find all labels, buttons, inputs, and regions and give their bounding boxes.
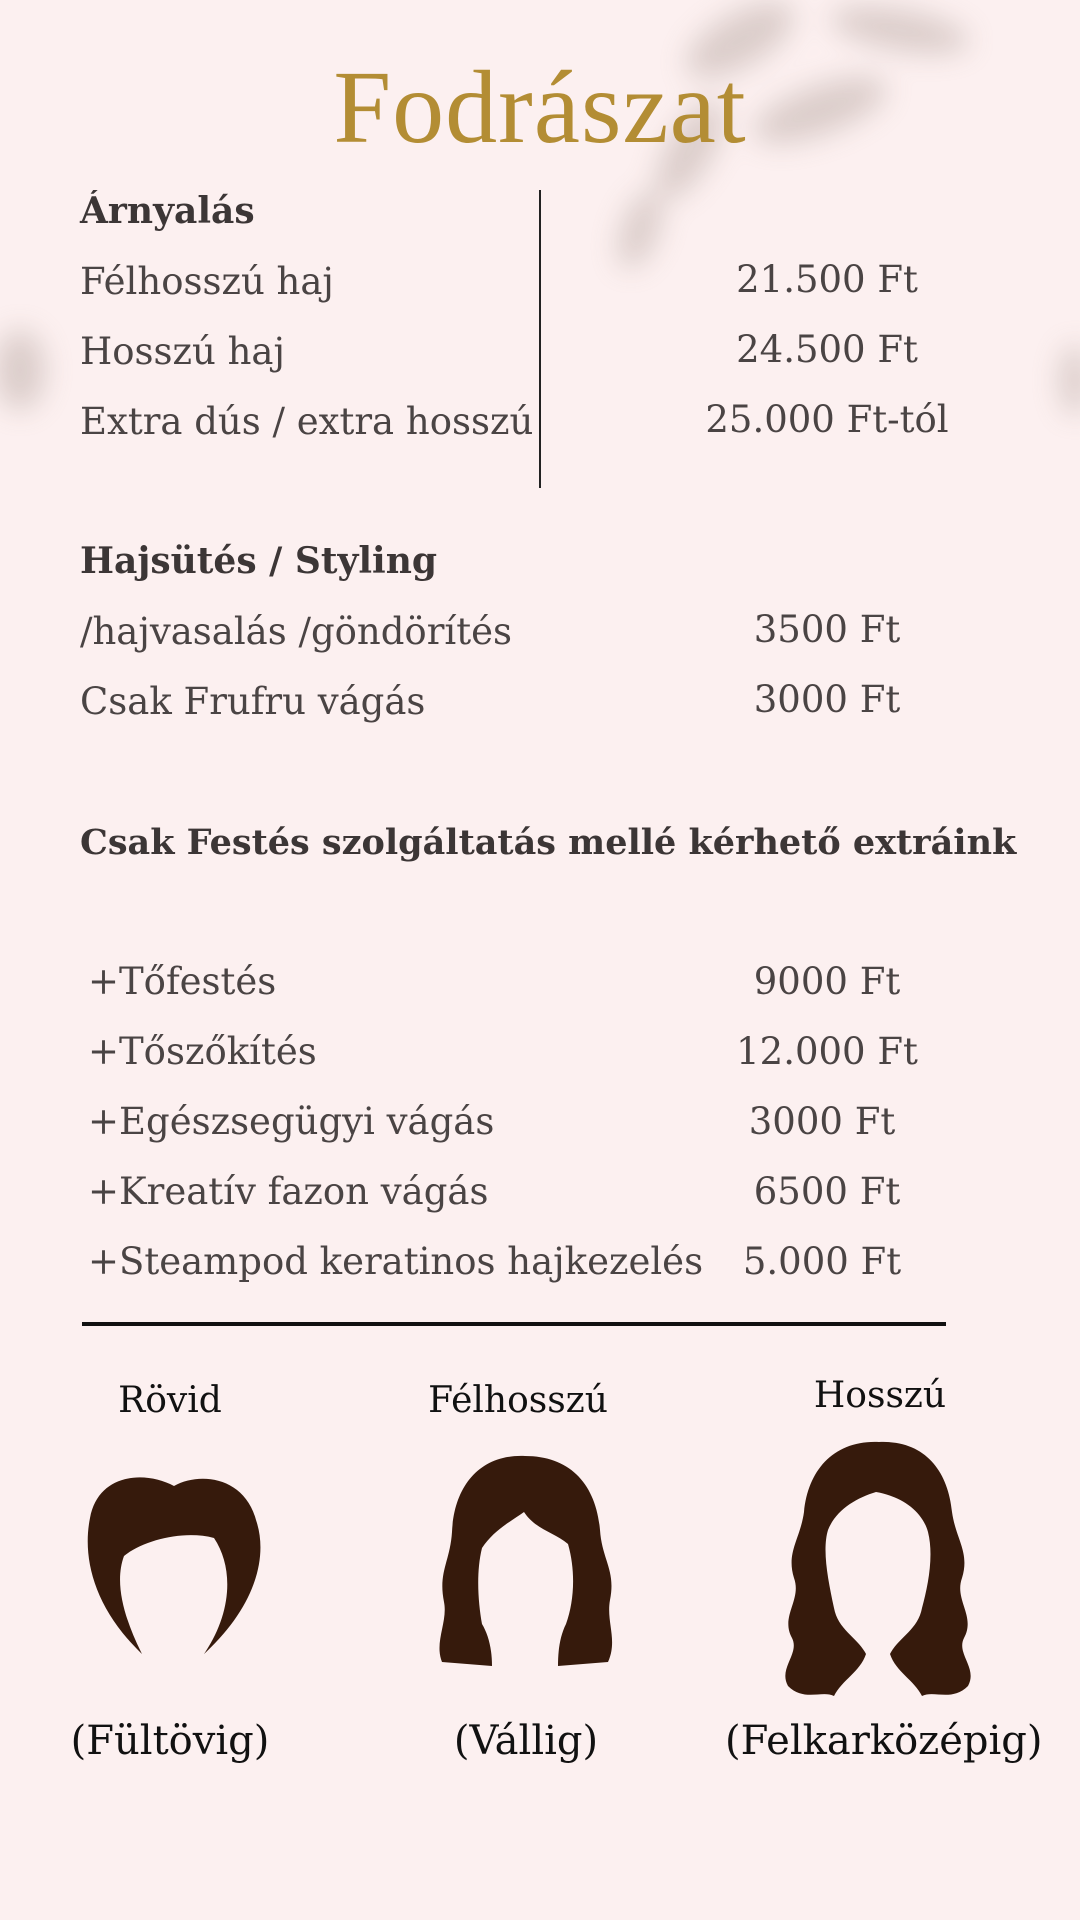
page-title: Fodrászat <box>333 50 747 165</box>
item-name: +Tőszőkítés <box>88 1030 317 1073</box>
item-price: 9000 Ft <box>753 960 901 1003</box>
item-name: +Kreatív fazon vágás <box>88 1170 489 1213</box>
item-price: 3500 Ft <box>753 608 901 651</box>
item-price: 3000 Ft <box>748 1100 896 1143</box>
item-price: 5.000 Ft <box>742 1240 902 1283</box>
divider-vertical <box>539 190 541 488</box>
divider-horizontal <box>82 1322 946 1326</box>
item-price: 3000 Ft <box>753 678 901 721</box>
hair-label-short: Rövid <box>118 1380 222 1421</box>
item-name: Extra dús / extra hosszú <box>80 400 534 443</box>
section-title-styling: Hajsütés / Styling <box>80 540 438 582</box>
medium-hair-icon <box>432 1452 618 1668</box>
item-name: +Egészsegügyi vágás <box>88 1100 495 1143</box>
item-name: +Steampod keratinos hajkezelés <box>88 1240 704 1283</box>
item-name: Hosszú haj <box>80 330 285 373</box>
item-name: Csak Frufru vágás <box>80 680 426 723</box>
item-price: 25.000 Ft-tól <box>705 398 949 441</box>
section-title-extras: Csak Festés szolgáltatás mellé kérhető extráink <box>80 822 1017 863</box>
hair-sub-medium: (Vállig) <box>453 1718 599 1764</box>
item-name: Félhosszú haj <box>80 260 334 303</box>
item-name: +Tőfestés <box>88 960 277 1003</box>
section-title-arnyalas: Árnyalás <box>80 190 255 232</box>
hair-sub-long: (Felkarközépig) <box>725 1718 1043 1764</box>
item-price: 12.000 Ft <box>736 1030 918 1073</box>
hair-sub-short: (Fültövig) <box>70 1718 270 1764</box>
item-name: /hajvasalás /göndörítés <box>80 610 512 653</box>
item-price: 6500 Ft <box>753 1170 901 1213</box>
item-price: 24.500 Ft <box>736 328 918 371</box>
hair-label-medium: Félhosszú <box>428 1380 608 1421</box>
long-hair-icon <box>776 1440 982 1702</box>
item-price: 21.500 Ft <box>736 258 918 301</box>
short-hair-icon <box>84 1468 264 1656</box>
hair-label-long: Hosszú <box>813 1375 947 1416</box>
